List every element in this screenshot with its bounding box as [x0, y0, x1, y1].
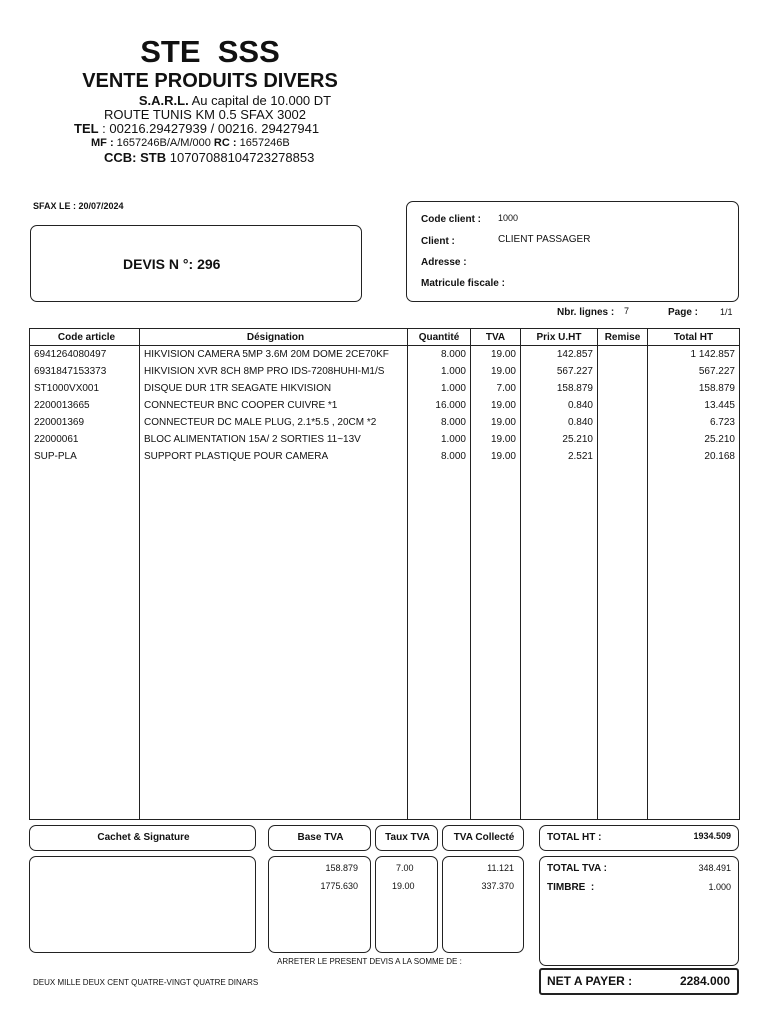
table-row	[30, 346, 740, 363]
cell-code: 6931847153373	[30, 363, 140, 380]
taux-tva-header-box	[375, 825, 438, 851]
amount-in-words: DEUX MILLE DEUX CENT QUATRE-VINGT QUATRE DINARS	[33, 978, 259, 987]
taux-tva-label: Taux TVA	[385, 832, 430, 843]
tva-collecte-value: 11.121	[487, 863, 514, 873]
arreter-text: ARRETER LE PRESENT DEVIS A LA SOMME DE :	[277, 957, 462, 966]
cachet-label: Cachet & Signature	[97, 832, 190, 843]
table-row	[30, 431, 740, 448]
taux-tva-values-box	[375, 856, 438, 953]
cell-code: ST1000VX001	[30, 380, 140, 397]
company-address: ROUTE TUNIS KM 0.5 SFAX 3002	[103, 107, 307, 122]
cell-price: 142.857	[521, 346, 598, 363]
table-row	[30, 397, 740, 414]
base-tva-label: Base TVA	[297, 832, 344, 843]
cell-tva: 19.00	[471, 431, 521, 448]
table-row	[30, 414, 740, 431]
cell-code: 2200013665	[30, 397, 140, 414]
client-address-label: Adresse :	[421, 257, 467, 268]
base-tva-value: 158.879	[325, 863, 358, 873]
total-ht-label: TOTAL HT :	[547, 832, 602, 843]
client-name-label: Client :	[421, 236, 455, 247]
base-tva-values-box	[268, 856, 371, 953]
page-value: 1/1	[720, 307, 733, 317]
company-tel	[74, 121, 319, 136]
cell-tva: 19.00	[471, 397, 521, 414]
total-ht-box	[539, 825, 739, 851]
cell-total: 158.879	[648, 380, 740, 397]
table-row	[30, 363, 740, 380]
date-line: SFAX LE : 20/07/2024	[33, 201, 124, 211]
cell-total: 20.168	[648, 448, 740, 465]
cell-discount	[598, 397, 648, 414]
company-name: STE SSS	[140, 34, 280, 69]
tva-collecte-header-box	[442, 825, 524, 851]
page-label: Page :	[668, 307, 699, 318]
cell-discount	[598, 363, 648, 380]
client-code-label: Code client :	[421, 214, 482, 225]
cell-total: 25.210	[648, 431, 740, 448]
rc-label: RC :	[213, 137, 237, 149]
cell-total: 1 142.857	[648, 346, 740, 363]
cell-quantity: 16.000	[408, 397, 471, 414]
cell-price: 0.840	[521, 414, 598, 431]
devis-label: DEVIS N °:	[123, 256, 194, 272]
cell-designation: CONNECTEUR DC MALE PLUG, 2.1*5.5 , 20CM *2	[140, 414, 408, 431]
cell-tva: 7.00	[471, 380, 521, 397]
mf-value: 1657246B/A/M/000	[116, 137, 211, 149]
tva-collecte-value: 337.370	[481, 881, 514, 891]
net-label: NET A PAYER :	[547, 974, 633, 988]
tel-label: TEL	[74, 121, 99, 136]
capital: Au capital de 10.000 DT	[191, 93, 332, 108]
cachet-header-box	[29, 825, 256, 851]
lines-value: 7	[624, 306, 630, 316]
cell-code: 6941264080497	[30, 346, 140, 363]
cell-quantity: 1.000	[408, 363, 471, 380]
client-code-value: 1000	[498, 213, 519, 223]
cell-tva: 19.00	[471, 363, 521, 380]
cell-code: 220001369	[30, 414, 140, 431]
client-name-value: CLIENT PASSAGER	[498, 234, 591, 245]
client-mf-label: Matricule fiscale :	[421, 278, 505, 289]
total-tva-value: 348.491	[698, 863, 731, 873]
cell-price: 2.521	[521, 448, 598, 465]
lines-label: Nbr. lignes :	[557, 307, 615, 318]
cell-tva: 19.00	[471, 346, 521, 363]
cell-designation: SUPPORT PLASTIQUE POUR CAMERA	[140, 448, 408, 465]
cell-designation: DISQUE DUR 1TR SEAGATE HIKVISION	[140, 380, 408, 397]
devis-box	[30, 225, 362, 302]
cell-designation: HIKVISION CAMERA 5MP 3.6M 20M DOME 2CE70KF	[140, 346, 408, 363]
cell-price: 0.840	[521, 397, 598, 414]
cell-total: 567.227	[648, 363, 740, 380]
company-mf-rc	[91, 137, 290, 149]
cell-designation: CONNECTEUR BNC COOPER CUIVRE *1	[140, 397, 408, 414]
col-discount-header: Remise	[598, 329, 648, 346]
cell-discount	[598, 448, 648, 465]
table-filler-row	[30, 465, 740, 820]
cell-discount	[598, 380, 648, 397]
cell-code: 22000061	[30, 431, 140, 448]
totals-box	[539, 856, 739, 966]
tva-collecte-values-box	[442, 856, 524, 953]
cell-quantity: 1.000	[408, 431, 471, 448]
col-code-header: Code article	[30, 329, 140, 346]
tva-collecte-label: TVA Collecté	[453, 832, 515, 843]
col-designation-header: Désignation	[140, 329, 408, 346]
timbre-label: TIMBRE :	[547, 882, 595, 893]
timbre-value: 1.000	[708, 882, 731, 892]
rc-value: 1657246B	[239, 137, 290, 149]
client-box	[406, 201, 739, 302]
cell-quantity: 8.000	[408, 448, 471, 465]
col-quantity-header: Quantité	[408, 329, 471, 346]
table-header-row	[30, 329, 740, 346]
cell-discount	[598, 346, 648, 363]
cell-tva: 19.00	[471, 448, 521, 465]
company-legal	[110, 93, 360, 108]
col-total-header: Total HT	[648, 329, 740, 346]
taux-tva-value: 7.00	[396, 863, 414, 873]
devis-number: 296	[197, 256, 221, 272]
ccb-value: 10707088104723278853	[169, 150, 315, 165]
cell-total: 6.723	[648, 414, 740, 431]
cell-designation: HIKVISION XVR 8CH 8MP PRO IDS-7208HUHI-M1/S	[140, 363, 408, 380]
cell-quantity: 8.000	[408, 414, 471, 431]
cell-total: 13.445	[648, 397, 740, 414]
total-tva-label: TOTAL TVA :	[547, 863, 607, 874]
devis-title	[123, 256, 220, 272]
base-tva-value: 1775.630	[320, 881, 358, 891]
company-activity: VENTE PRODUITS DIVERS	[82, 70, 338, 92]
base-tva-header-box	[268, 825, 371, 851]
tel-value: : 00216.29427939 / 00216. 29427941	[98, 121, 320, 136]
cell-price: 158.879	[521, 380, 598, 397]
table-row	[30, 448, 740, 465]
mf-label: MF :	[91, 137, 114, 149]
ccb-label: CCB: STB	[104, 150, 167, 165]
cell-designation: BLOC ALIMENTATION 15A/ 2 SORTIES 11~13V	[140, 431, 408, 448]
cell-discount	[598, 431, 648, 448]
cell-code: SUP-PLA	[30, 448, 140, 465]
table-row	[30, 380, 740, 397]
col-tva-header: TVA	[471, 329, 521, 346]
company-ccb	[104, 150, 314, 165]
cachet-area	[29, 856, 256, 953]
taux-tva-value: 19.00	[392, 881, 415, 891]
cell-quantity: 8.000	[408, 346, 471, 363]
cell-price: 567.227	[521, 363, 598, 380]
total-ht-value: 1934.509	[693, 831, 731, 841]
cell-quantity: 1.000	[408, 380, 471, 397]
cell-discount	[598, 414, 648, 431]
col-price-header: Prix U.HT	[521, 329, 598, 346]
items-table	[29, 328, 740, 820]
legal-form: S.A.R.L.	[138, 93, 189, 108]
cell-tva: 19.00	[471, 414, 521, 431]
net-value: 2284.000	[679, 974, 730, 988]
net-a-payer-box	[539, 968, 739, 995]
cell-price: 25.210	[521, 431, 598, 448]
